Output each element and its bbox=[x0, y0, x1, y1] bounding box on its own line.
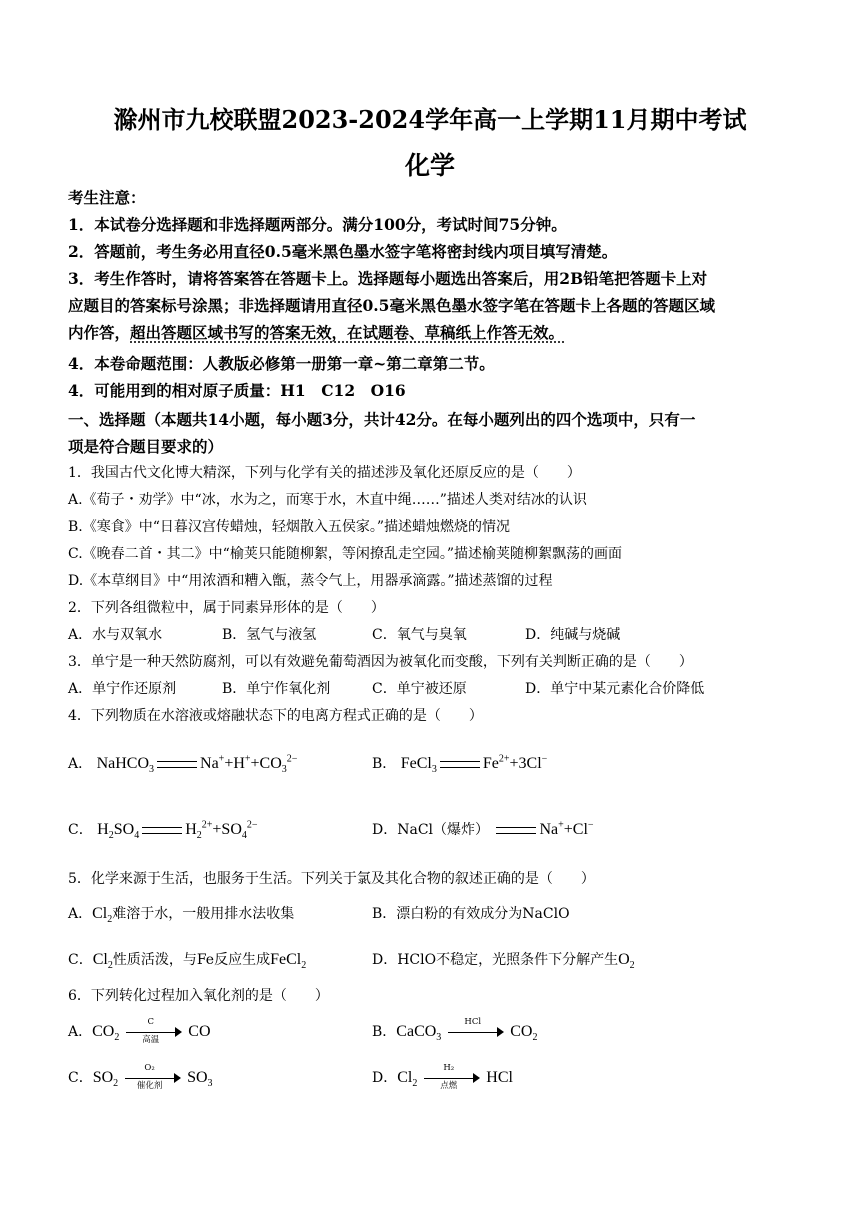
notice-item-3-end: 内作答，超出答题区域书写的答案无效，在试题卷、草稿纸上作答无效。 bbox=[68, 323, 565, 342]
q4-option-b: B． FeCl$_3$ $Fe^{2+}+3Cl^-$ bbox=[372, 753, 548, 776]
q1-option-b: B.《寒食》中“日暮汉宫传蜡烛，轻烟散入五侯家。”描述蜡烛燃烧的情况 bbox=[68, 519, 511, 535]
reaction-arrow: O₂ 催化剂 bbox=[125, 1071, 181, 1085]
q5-option-d: D．HClO不稳定，光照条件下分解产生$O_2$ bbox=[372, 951, 635, 972]
q1-option-a: A.《荀子・劝学》中“冰，水为之，而寒于水，木直中绳……”描述人类对结冰的认识 bbox=[68, 492, 587, 508]
q6-option-d: D．$Cl_2$ H₂ 点燃 HCl bbox=[372, 1063, 513, 1091]
q5-option-b: B．漂白粉的有效成分为NaClO bbox=[372, 906, 570, 922]
q5-option-c: C．$Cl_2$性质活泼，与Fe反应生成FeCl$_2$ bbox=[68, 951, 307, 972]
equals-sign bbox=[142, 827, 182, 834]
q3-option-d: D．单宁中某元素化合价降低 bbox=[525, 681, 705, 697]
q6-option-c: C．$SO_2$ O₂ 催化剂 $SO_3$ bbox=[68, 1063, 213, 1091]
q4-option-d: D．NaCl（爆炸） Na++Cl− bbox=[372, 819, 594, 838]
subject-title: 化学 bbox=[404, 151, 455, 180]
q2-option-b: B．氢气与液氢 bbox=[222, 627, 317, 643]
q4-option-c: C． $H_2SO_4$ $H_2^{2+}+SO_4^{2-}$ bbox=[68, 819, 258, 842]
q6-option-a: A．$CO_2$ C 高温 CO bbox=[68, 1017, 211, 1045]
q4-option-a: A． NaHCO$_3$ $Na^++H^++CO_3^{2-}$ bbox=[68, 753, 298, 776]
q4-stem: 4．下列物质在水溶液或熔融状态下的电离方程式正确的是（ ） bbox=[68, 708, 483, 724]
q1-stem: 1．我国古代文化博大精深，下列与化学有关的描述涉及氧化还原反应的是（ ） bbox=[68, 465, 581, 481]
q2-option-a: A．水与双氧水 bbox=[68, 627, 163, 643]
q2-stem: 2．下列各组微粒中，属于同素异形体的是（ ） bbox=[68, 600, 385, 616]
equals-sign bbox=[157, 761, 197, 768]
reaction-arrow: C 高温 bbox=[126, 1025, 182, 1039]
q5-option-a: A．$Cl_2$难溶于水，一般用排水法收集 bbox=[68, 905, 295, 926]
equals-sign bbox=[440, 761, 480, 768]
notice-item-3-cont: 应题目的答案标号涂黑；非选择题请用直径0.5毫米黑色墨水签字笔在答题卡上各题的答题区域 bbox=[68, 296, 715, 315]
q1-option-d: D.《本草纲目》中“用浓酒和糟入甑，蒸令气上，用器承滴露。”描述蒸馏的过程 bbox=[68, 573, 553, 589]
notice-heading: 考生注意： bbox=[68, 188, 146, 207]
q3-stem: 3．单宁是一种天然防腐剂，可以有效避免葡萄酒因为被氧化而变酸，下列有关判断正确的是（ ） bbox=[68, 654, 693, 670]
equals-sign bbox=[496, 827, 536, 834]
q3-option-a: A．单宁作还原剂 bbox=[68, 681, 177, 697]
q2-option-c: C．氧气与臭氧 bbox=[372, 627, 467, 643]
q6-stem: 6．下列转化过程加入氧化剂的是（ ） bbox=[68, 988, 329, 1004]
section-heading: 一、选择题（本题共14小题，每小题3分，共计42分。在每小题列出的四个选项中，只有一 bbox=[68, 410, 696, 429]
q5-stem: 5．化学来源于生活，也服务于生活。下列关于氯及其化合物的叙述正确的是（ ） bbox=[68, 871, 595, 887]
notice-emphasis: 超出答题区域书写的答案无效，在试题卷、草稿纸上作答无效。 bbox=[130, 323, 565, 342]
q3-option-c: C．单宁被还原 bbox=[372, 681, 467, 697]
q1-option-c: C.《晚春二首・其二》中“榆荚只能随柳絮，等闲撩乱走空园。”描述榆荚随柳絮飘荡的画面 bbox=[68, 546, 622, 562]
notice-item-2: 2．答题前，考生务必用直径0.5毫米黑色墨水签字笔将密封线内项目填写清楚。 bbox=[68, 242, 618, 261]
notice-item-1: 1．本试卷分选择题和非选择题两部分。满分100分，考试时间75分钟。 bbox=[68, 215, 567, 234]
notice-item-3: 3．考生作答时，请将答案答在答题卡上。选择题每小题选出答案后，用2B铅笔把答题卡上对 bbox=[68, 269, 708, 288]
notice-item-4: 4．本卷命题范围：人教版必修第一册第一章~第二章第二节。 bbox=[68, 354, 495, 373]
q2-option-d: D．纯碱与烧碱 bbox=[525, 627, 621, 643]
exam-title: 滁州市九校联盟2023-2024学年高一上学期11月期中考试 bbox=[113, 105, 747, 134]
reaction-arrow: H₂ 点燃 bbox=[424, 1071, 480, 1085]
q3-option-b: B．单宁作氧化剂 bbox=[222, 681, 331, 697]
notice-item-5: 4．可能用到的相对原子质量：H1 C12 O16 bbox=[68, 381, 406, 400]
section-heading-cont: 项是符合题目要求的） bbox=[68, 437, 224, 456]
reaction-arrow: HCl bbox=[448, 1025, 504, 1039]
q6-option-b: B．CaCO$_3$ HCl $CO_2$ bbox=[372, 1017, 538, 1044]
